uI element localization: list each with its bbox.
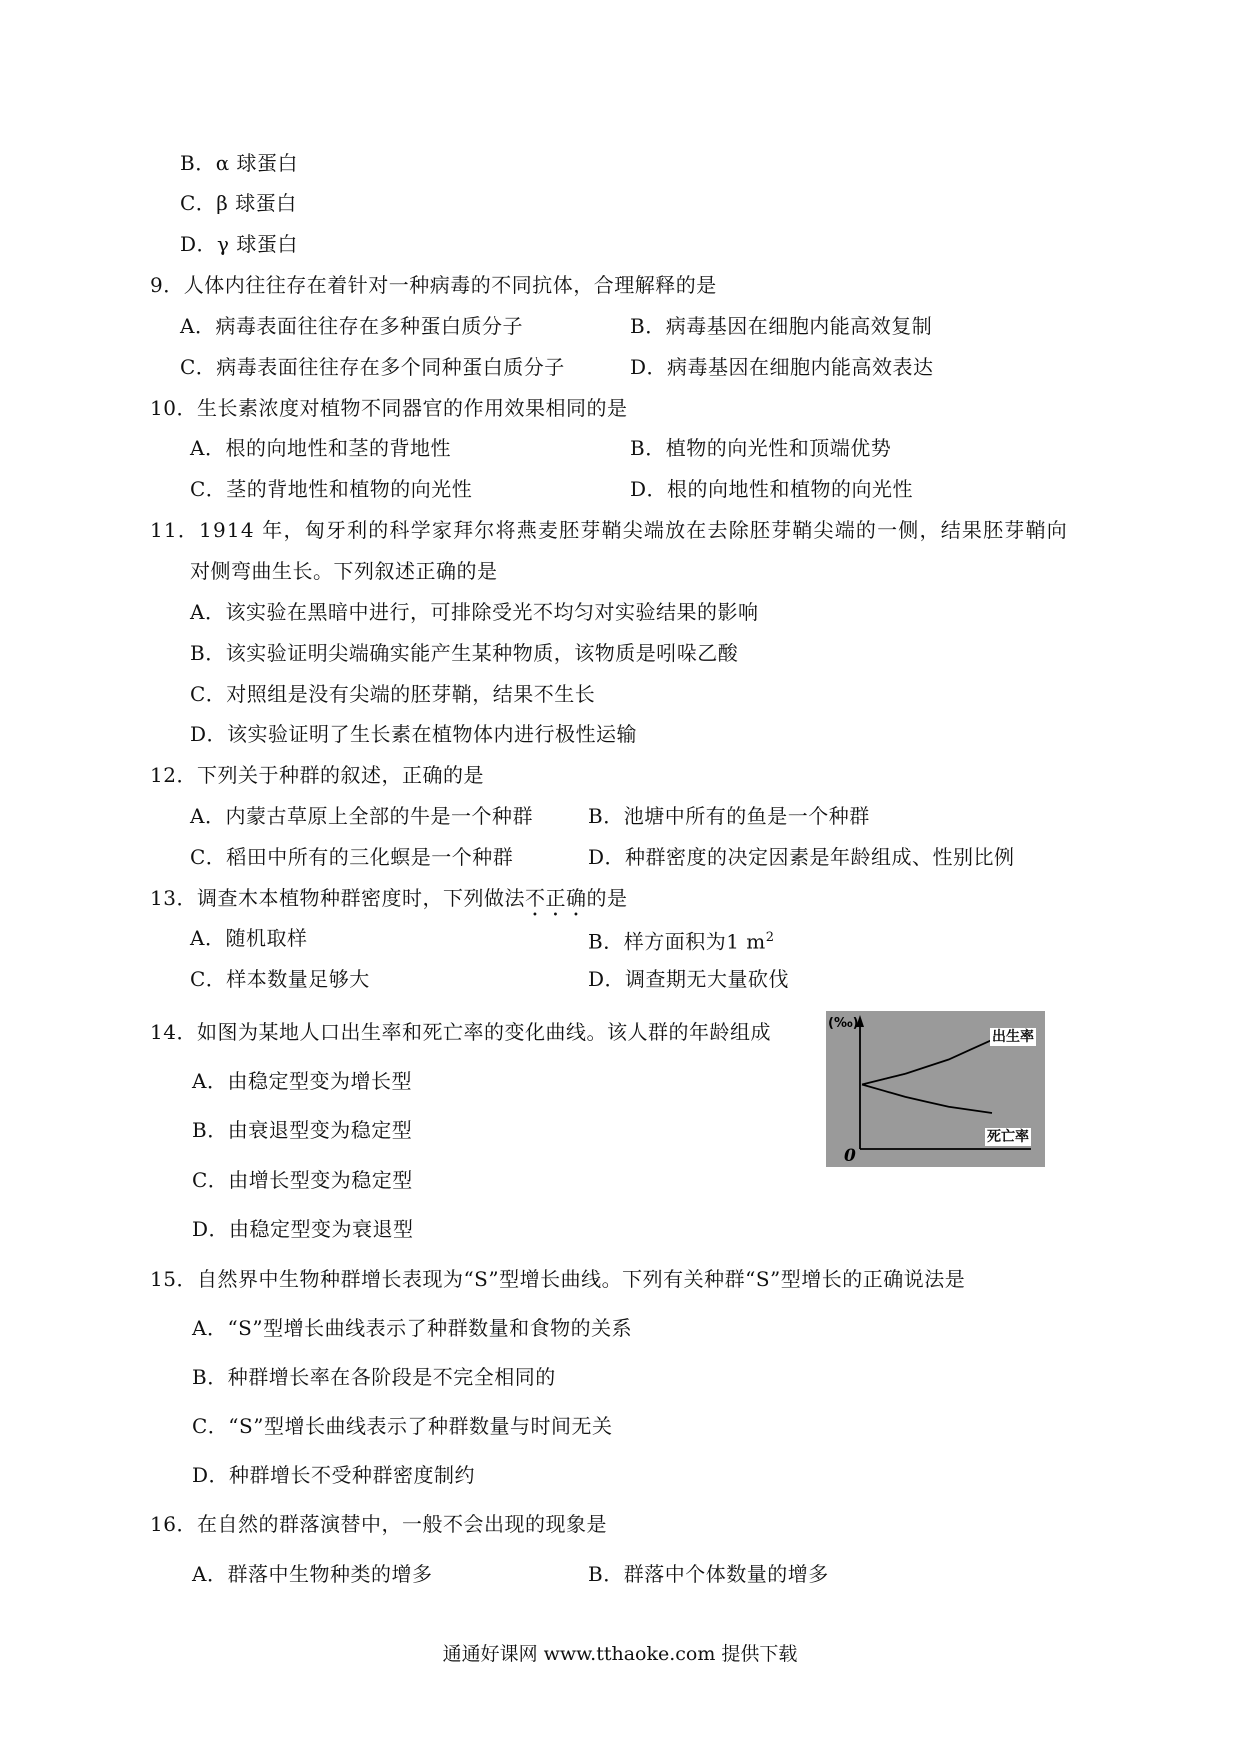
death-rate-curve xyxy=(862,1084,992,1113)
q9-option-d: D．病毒基因在细胞内能高效表达 xyxy=(630,355,934,379)
q13-option-a: A．随机取样 xyxy=(190,926,308,950)
q16-stem: 16．在自然的群落演替中，一般不会出现的现象是 xyxy=(150,1512,607,1536)
q14-option-c: C．由增长型变为稳定型 xyxy=(192,1168,413,1192)
q13-option-b-value: 1 m xyxy=(726,929,766,954)
q11-option-c: C．对照组是没有尖端的胚芽鞘，结果不生长 xyxy=(190,682,596,706)
q15-option-b: B．种群增长率在各阶段是不完全相同的 xyxy=(192,1365,556,1389)
q10-option-c: C．茎的背地性和植物的向光性 xyxy=(190,477,473,501)
q12-option-c: C．稻田中所有的三化螟是一个种群 xyxy=(190,845,514,869)
q14-option-d: D．由稳定型变为衰退型 xyxy=(192,1217,414,1241)
origin-label: 0 xyxy=(844,1146,856,1166)
q16-option-b: B．群落中个体数量的增多 xyxy=(588,1562,829,1586)
q13-option-c: C．样本数量足够大 xyxy=(190,967,370,991)
series-label-death-rate: 死亡率 xyxy=(987,1129,1029,1145)
q15-option-c: C．“S”型增长曲线表示了种群数量与时间无关 xyxy=(192,1414,613,1438)
q14-stem: 14．如图为某地人口出生率和死亡率的变化曲线。该人群的年龄组成 xyxy=(150,1020,771,1044)
birth-death-rate-chart xyxy=(826,1011,1045,1167)
q10-stem: 10．生长素浓度对植物不同器官的作用效果相同的是 xyxy=(150,396,628,420)
q12-option-a: A．内蒙古草原上全部的牛是一个种群 xyxy=(190,804,533,828)
q11-option-b: B．该实验证明尖端确实能产生某种物质，该物质是吲哚乙酸 xyxy=(190,641,739,665)
q13-stem xyxy=(150,885,627,921)
q10-option-b: B．植物的向光性和顶端优势 xyxy=(630,436,892,460)
q9-option-b: B．病毒基因在细胞内能高效复制 xyxy=(630,314,933,338)
q13-option-b-text: B．样方面积为 xyxy=(588,929,727,954)
q9-stem: 9．人体内往往存在着针对一种病毒的不同抗体，合理解释的是 xyxy=(150,273,717,297)
q13-option-b-sup: 2 xyxy=(765,930,775,945)
q13-stem-prefix: 13．调查木本植物种群密度时，下列做法 xyxy=(150,886,525,910)
q15-option-a: A．“S”型增长曲线表示了种群数量和食物的关系 xyxy=(192,1316,633,1340)
q14-option-a: A．由稳定型变为增长型 xyxy=(192,1069,412,1093)
q13-stem-emphasis: 不正确 xyxy=(524,886,587,910)
q14-option-b: B．由衰退型变为稳定型 xyxy=(192,1118,413,1142)
q11-option-d: D．该实验证明了生长素在植物体内进行极性运输 xyxy=(190,722,638,746)
q15-option-d: D．种群增长不受种群密度制约 xyxy=(192,1463,476,1487)
series-label-birth-rate: 出生率 xyxy=(992,1029,1034,1045)
q12-option-b: B．池塘中所有的鱼是一个种群 xyxy=(588,804,870,828)
page-footer: 通通好课网 www.tthaoke.com 提供下载 xyxy=(442,1643,798,1665)
q10-option-a: A．根的向地性和茎的背地性 xyxy=(190,436,451,460)
q11-stem-line2: 对侧弯曲生长。下列叙述正确的是 xyxy=(190,559,498,583)
y-axis-label: (‰) xyxy=(828,1016,859,1031)
q13-option-d: D．调查期无大量砍伐 xyxy=(588,967,790,991)
q12-option-d: D．种群密度的决定因素是年龄组成、性别比例 xyxy=(588,845,1015,869)
q9-option-a: A．病毒表面往往存在多种蛋白质分子 xyxy=(180,314,523,338)
birth-rate-curve xyxy=(862,1040,992,1085)
q10-option-d: D．根的向地性和植物的向光性 xyxy=(630,477,914,501)
option-c-beta-globulin: C．β 球蛋白 xyxy=(180,191,297,215)
option-b-alpha-globulin: B．α 球蛋白 xyxy=(180,151,299,175)
q15-stem: 15．自然界中生物种群增长表现为“S”型增长曲线。下列有关种群“S”型增长的正确说法是 xyxy=(150,1267,966,1291)
option-d-gamma-globulin: D．γ 球蛋白 xyxy=(180,232,298,256)
q11-stem-line1: 11．1914 年，匈牙利的科学家拜尔将燕麦胚芽鞘尖端放在去除胚芽鞘尖端的一侧，结果胚芽鞘向 xyxy=(150,518,1068,542)
q11-option-a: A．该实验在黑暗中进行，可排除受光不均匀对实验结果的影响 xyxy=(190,600,759,624)
q12-stem: 12．下列关于种群的叙述，正确的是 xyxy=(150,763,484,787)
q9-option-c: C．病毒表面往往存在多个同种蛋白质分子 xyxy=(180,355,565,379)
q13-option-b xyxy=(588,925,775,955)
q13-stem-suffix: 的是 xyxy=(586,886,628,910)
q16-option-a: A．群落中生物种类的增多 xyxy=(192,1562,433,1586)
